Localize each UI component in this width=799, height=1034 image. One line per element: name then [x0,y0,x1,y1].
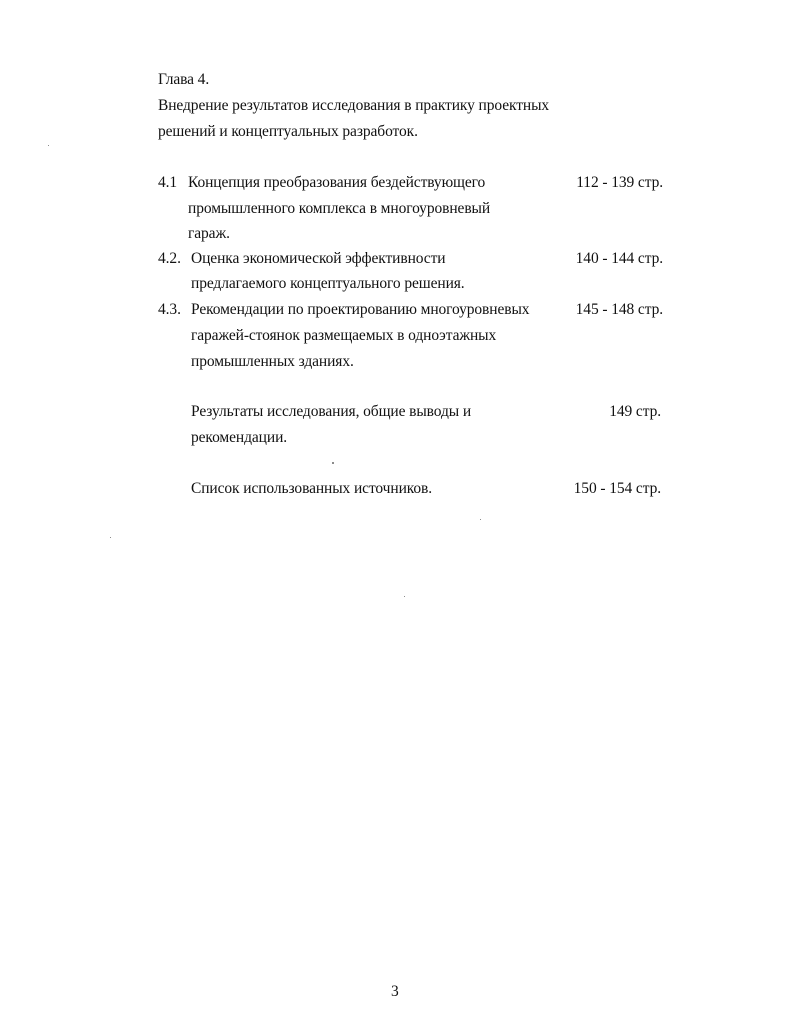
toc-item-4-2-pages: 140 - 144 стр. [575,250,663,267]
scan-speck [48,145,49,146]
results-line-2: рекомендации. [191,429,288,446]
toc-item-4-1-line-2: промышленного комплекса в многоуровневый [188,200,491,217]
sources-title: Список использованных источников. [191,480,433,497]
toc-item-4-3-line-1: Рекомендации по проектированию многоуровневых [191,301,530,318]
toc-item-4-2-line-1: Оценка экономической эффективности [191,250,446,267]
toc-item-4-1-line-1: Концепция преобразования бездействующего [188,174,486,191]
toc-item-4-3-line-2: гаражей-стоянок размещаемых в одноэтажных [191,327,497,344]
page-number: 3 [391,983,399,1000]
chapter-title-line-1: Внедрение результатов исследования в практику проектных [158,97,550,114]
toc-item-4-1-number: 4.1 [158,174,178,191]
scan-speck [480,519,481,520]
toc-item-4-3-line-3: промышленных зданиях. [191,353,354,370]
toc-item-4-1-pages: 112 - 139 стр. [576,174,663,191]
chapter-label: Глава 4. [158,71,210,88]
scan-speck [332,462,334,464]
results-pages: 149 стр. [609,403,661,420]
scan-speck [404,596,405,597]
results-line-1: Результаты исследования, общие выводы и [191,403,472,420]
toc-item-4-2-number: 4.2. [158,250,181,267]
toc-item-4-2-line-2: предлагаемого концептуального решения. [191,275,465,292]
scan-speck [110,537,111,538]
toc-item-4-3-pages: 145 - 148 стр. [575,301,663,318]
toc-item-4-1-line-3: гараж. [188,225,230,242]
sources-pages: 150 - 154 стр. [573,480,661,497]
chapter-title-line-2: решений и концептуальных разработок. [158,123,418,140]
toc-item-4-3-number: 4.3. [158,301,181,318]
